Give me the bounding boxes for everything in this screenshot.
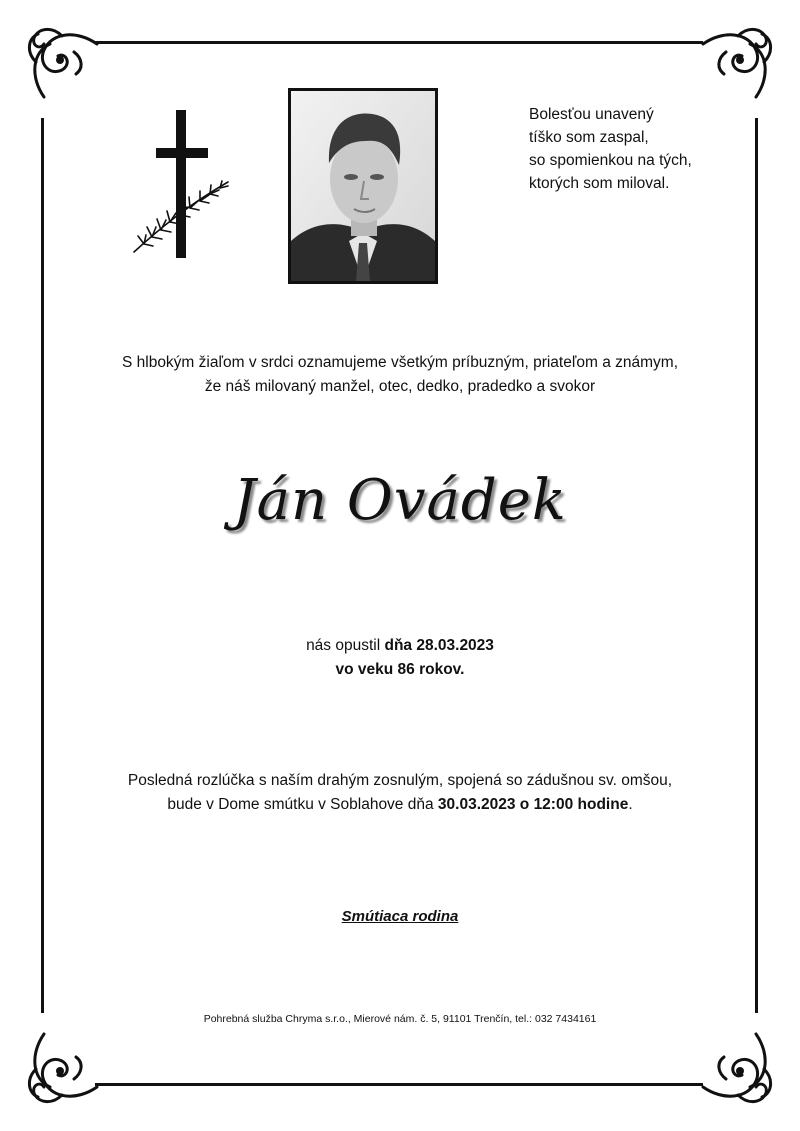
funeral-place: bude v Dome smútku v Soblahove dňa <box>167 796 438 813</box>
death-date: dňa 28.03.2023 <box>384 637 494 654</box>
death-age: vo veku 86 rokov. <box>335 661 465 678</box>
frame-bottom-line <box>95 1083 703 1086</box>
corner-ornament-icon <box>22 1019 112 1109</box>
intro-text <box>0 351 800 399</box>
cross-icon <box>128 110 233 260</box>
poem <box>529 103 749 195</box>
corner-ornament-icon <box>688 1019 778 1109</box>
death-info <box>0 634 800 682</box>
poem-line: tíško som zaspal, <box>529 129 649 146</box>
frame-right-line <box>755 118 758 1013</box>
intro-line-2: že náš milovaný manžel, otec, dedko, pradedko a svokor <box>204 378 596 395</box>
intro-line-1: S hlbokým žiaľom v srdci oznamujeme všetkým príbuzným, priateľom a známym, <box>121 354 679 371</box>
portrait-photo <box>288 88 438 284</box>
corner-ornament-icon <box>22 22 112 112</box>
funeral-line-end: . <box>628 796 633 813</box>
poem-line: so spomienkou na tých, <box>529 152 692 169</box>
death-date-line <box>0 634 800 658</box>
footer-funeral-service: Pohrebná služba Chryma s.r.o., Mierové nám. č. 5, 91101 Trenčín, tel.: 032 7434161 <box>203 1013 597 1025</box>
deceased-name: Ján Ovádek <box>233 468 567 533</box>
funeral-datetime: 30.03.2023 o 12:00 hodine <box>437 796 629 813</box>
frame-top-line <box>95 41 703 44</box>
signature: Smútiaca rodina <box>341 908 459 925</box>
frame-left-line <box>41 118 44 1013</box>
corner-ornament-icon <box>688 22 778 112</box>
death-date-prefix: nás opustil <box>306 637 385 654</box>
funeral-line-1: Posledná rozlúčka s naším drahým zosnulým, spojená so zádušnou sv. omšou, <box>127 772 673 789</box>
poem-line: ktorých som miloval. <box>529 175 670 192</box>
funeral-info <box>0 769 800 817</box>
poem-line: Bolesťou unavený <box>529 106 654 123</box>
funeral-line-2 <box>0 793 800 817</box>
